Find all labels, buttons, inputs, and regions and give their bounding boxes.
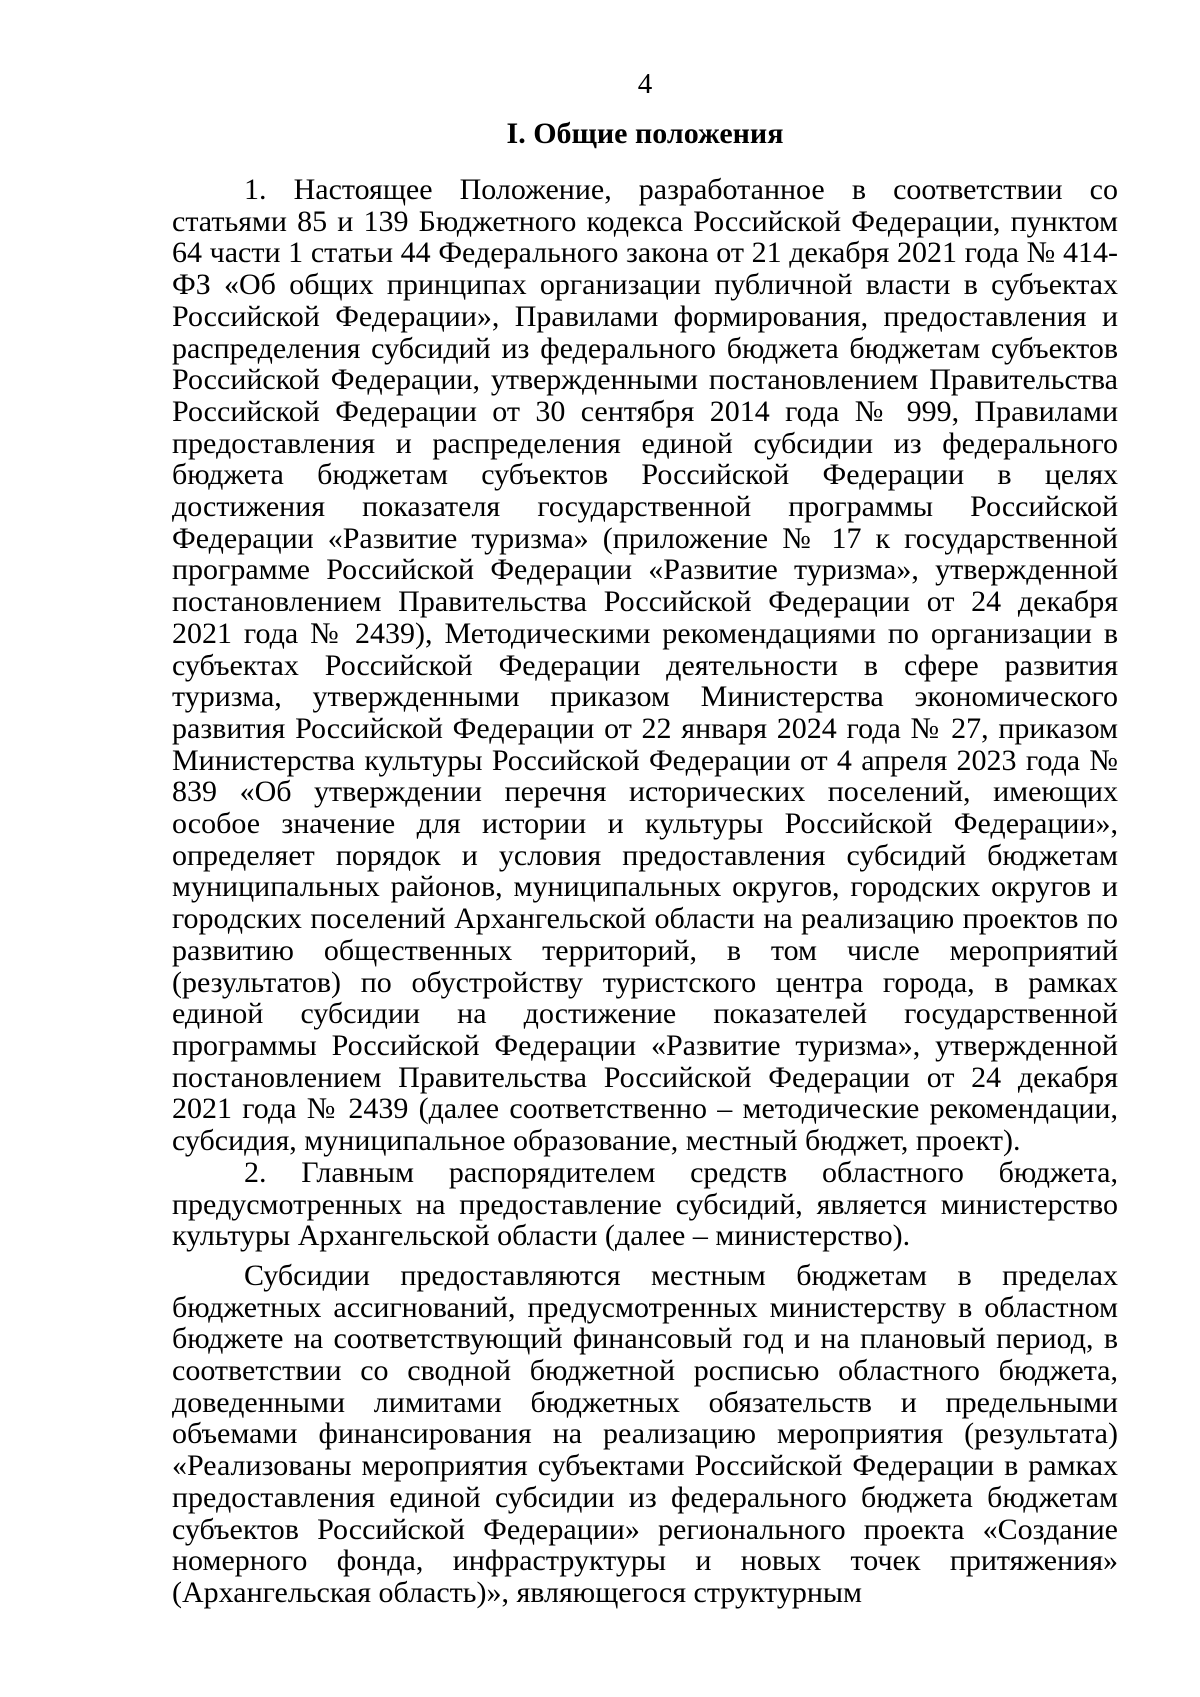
section-heading: I. Общие положения xyxy=(506,117,784,150)
page-number: 4 xyxy=(637,68,653,100)
body-text xyxy=(172,174,1118,1609)
paragraph-1: 1. Настоящее Положение, разработанное в соответствии со статьями 85 и 139 Бюджетного кодекса Российской Федерации, пунктом 64 части 1 статьи 44 Федерального закона от 21 декабря 2021 года № 414-ФЗ «Об общих принципах организации публичной власти в субъектах Российской Федерации», Правилами формирования, предоставления и распределения субсидий из федерального бюджета бюджетам субъектов Российской Федерации, утвержденными постановлением Правительства Российской Федерации от 30 сентября 2014 года № 999, Правилами предоставления и распределения единой субсидии из федерального бюджета бюджетам субъектов Российской Федерации в целях достижения показателя государственной программы Российской Федерации «Развитие туризма» (приложение № 17 к государственной программе Российской Федерации «Развитие туризма», утвержденной постановлением Правительства Российской Федерации от 24 декабря 2021 года № 2439), Методическими рекомендациями по организации в субъектах Российской Федерации деятельности в сфере развития туризма, утвержденными приказом Министерства экономического развития Российской Федерации от 22 января 2024 года № 27, приказом Министерства культуры Российской Федерации от 4 апреля 2023 года № 839 «Об утверждении перечня исторических поселений, имеющих особое значение для истории и культуры Российской Федерации», определяет порядок и условия предоставления субсидий бюджетам муниципальных районов, муниципальных округов, городских округов и городских поселений Архангельской области на реализацию проектов по развитию общественных территорий, в том числе мероприятий (результатов) по обустройству туристского центра города, в рамках единой субсидии на достижение показателей государственной программы Российской Федерации «Развитие туризма», утвержденной постановлением Правительства Российской Федерации от 24 декабря 2021 года № 2439 (далее соответственно – методические рекомендации, субсидия, муниципальное образование, местный бюджет, проект). xyxy=(172,173,1118,1158)
paragraph-2: 2. Главным распорядителем средств областного бюджета, предусмотренных на предоставление субсидий, является министерство культуры Архангельской области (далее – министерство). xyxy=(172,1155,1118,1253)
paragraph-3: Субсидии предоставляются местным бюджетам в пределах бюджетных ассигнований, предусмотренных министерству в областном бюджете на соответствующий финансовый год и на плановый период, в соответствии со сводной бюджетной росписью областного бюджета, доведенными лимитами бюджетных обязательств и предельными объемами финансирования на реализацию мероприятия (результата) «Реализованы мероприятия субъектами Российской Федерации в рамках предоставления единой субсидии из федерального бюджета бюджетам субъектов Российской Федерации» регионального проекта «Создание номерного фонда, инфраструктуры и новых точек притяжения» (Архангельская область)», являющегося структурным xyxy=(172,1258,1118,1609)
